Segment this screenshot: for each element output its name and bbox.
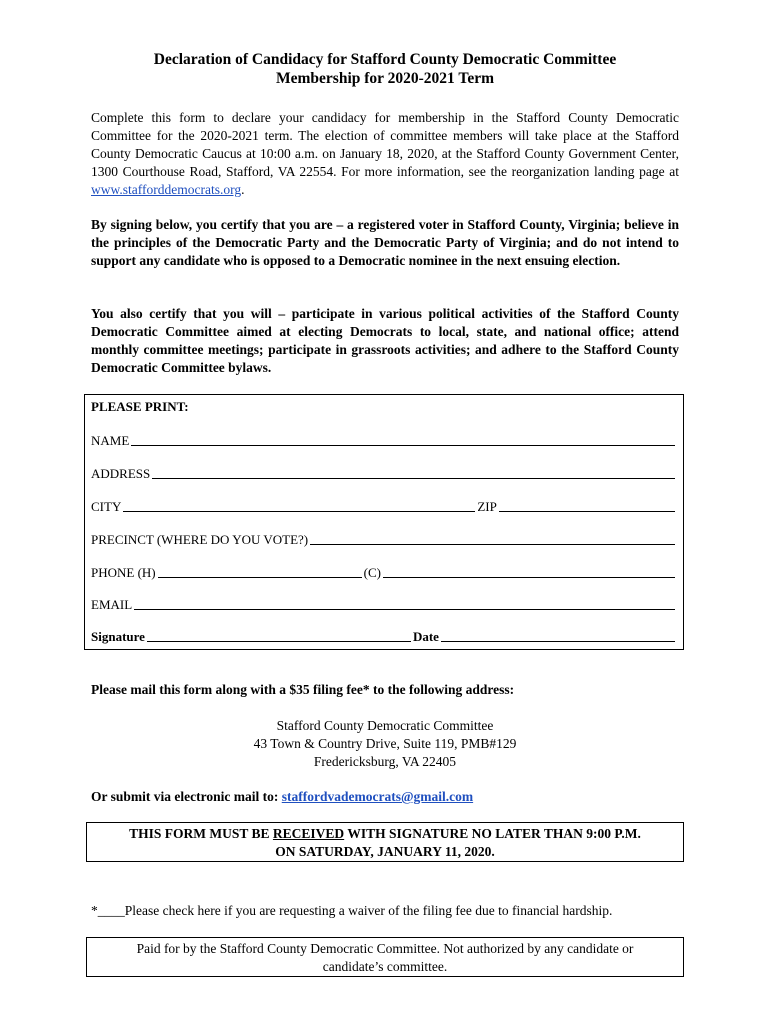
intro-text: Complete this form to declare your candidacy for membership in the Stafford County Democratic Committee for the 2020-2021 term. The election of committee members will take place at the Stafford County Democratic Caucus at 10:00 a.m. on January 18, 2020, at the Stafford County Government Center, 1300 Courthouse Road, Stafford, VA 22554. For more information, see the reorganization landing page at [91, 110, 679, 179]
title-line-1: Declaration of Candidacy for Stafford County Democratic Committee [153, 51, 617, 68]
deadline-line-2: ON SATURDAY, JANUARY 11, 2020. [275, 844, 495, 859]
date-field-line[interactable] [441, 640, 675, 642]
address-field-line[interactable] [152, 477, 675, 479]
electronic-prefix: Or submit via electronic mail to: [91, 789, 282, 804]
name-field-line[interactable] [131, 444, 675, 446]
precinct-field-row[interactable] [91, 532, 677, 548]
intro-end: . [241, 182, 245, 197]
city-zip-row[interactable] [91, 499, 677, 515]
title-line-2: Membership for 2020-2021 Term [276, 70, 494, 87]
phone-home-label: PHONE (H) [91, 565, 156, 580]
signature-field-line[interactable] [147, 640, 411, 642]
disclaimer-line-2: candidate’s committee. [322, 959, 448, 974]
page-title [90, 50, 680, 88]
deadline-notice [86, 822, 684, 862]
deadline-received: RECEIVED [272, 826, 345, 841]
signature-label: Signature [91, 629, 145, 644]
email-field-line[interactable] [134, 608, 675, 610]
phone-cell-label: (C) [363, 565, 381, 580]
paid-for-by-disclaimer [86, 937, 684, 977]
date-label: Date [412, 629, 439, 644]
disclaimer-line-1: Paid for by the Stafford County Democratic Committee. Not authorized by any candidate or [136, 941, 634, 956]
deadline-post: WITH SIGNATURE NO LATER THAN 9:00 P.M. [344, 826, 641, 841]
signature-date-row[interactable] [91, 629, 677, 645]
fee-waiver-checkbox-line[interactable]: *____Please check here if you are requesting a waiver of the filing fee due to financial hardship. [91, 903, 613, 918]
also-certify-paragraph: You also certify that you will – participate in various political activities of the Stafford County Democratic Committee aimed at electing Democrats to local, state, and national office; attend monthly committee meetings; participate in grassroots activities; and adhere to the Stafford County Democratic Committee bylaws. [91, 306, 679, 375]
city-label: CITY [91, 499, 122, 514]
phone-field-row[interactable] [91, 565, 677, 581]
mail-address-line-2: 43 Town & Country Drive, Suite 119, PMB#129 [253, 736, 517, 751]
precinct-label: PRECINCT (WHERE DO YOU VOTE?) [91, 532, 309, 547]
address-field-row[interactable] [91, 466, 677, 482]
electronic-submission [91, 789, 473, 805]
deadline-line-1 [87, 825, 683, 843]
landing-page-link[interactable]: www.stafforddemocrats.org [91, 182, 242, 197]
name-label: NAME [91, 433, 130, 448]
please-print-header [91, 399, 677, 415]
mail-instructions: Please mail this form along with a $35 filing fee* to the following address: [91, 682, 515, 697]
phone-home-field-line[interactable] [158, 576, 362, 578]
mail-address-line-1: Stafford County Democratic Committee [276, 718, 494, 733]
please-print-label: PLEASE PRINT: [91, 399, 189, 414]
submission-email-link[interactable]: staffordvademocrats@gmail.com [281, 789, 474, 804]
certify-paragraph: By signing below, you certify that you are – a registered voter in Stafford County, Virginia; believe in the principles of the Democratic Party and the Democratic Party of Virginia; and do not intend to support any candidate who is opposed to a Democratic nominee in the next ensuing election. [91, 217, 679, 268]
email-field-row[interactable] [91, 597, 677, 613]
zip-field-line[interactable] [499, 510, 675, 512]
deadline-pre: THIS FORM MUST BE [129, 826, 273, 841]
intro-paragraph [91, 109, 679, 199]
precinct-field-line[interactable] [310, 543, 675, 545]
phone-cell-field-line[interactable] [383, 576, 675, 578]
mail-address-line-3: Fredericksburg, VA 22405 [313, 754, 457, 769]
candidate-form-box [84, 394, 684, 650]
address-label: ADDRESS [91, 466, 151, 481]
email-label: EMAIL [91, 597, 133, 612]
zip-label: ZIP [477, 499, 497, 514]
city-field-line[interactable] [123, 510, 475, 512]
name-field-row[interactable] [91, 433, 677, 449]
